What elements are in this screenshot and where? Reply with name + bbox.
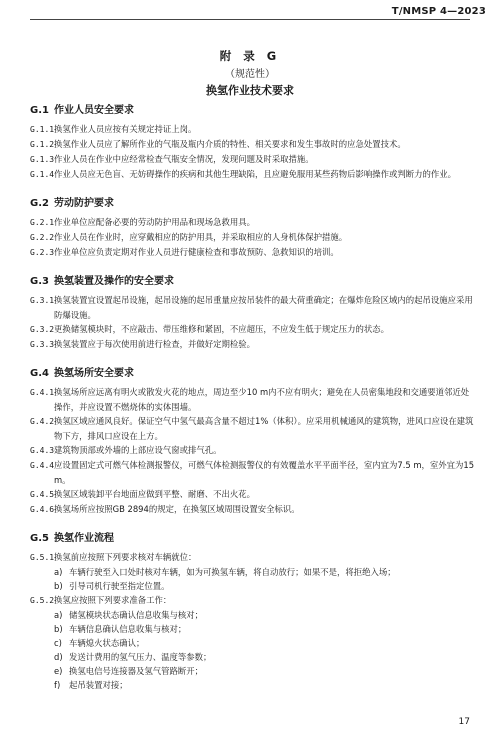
clause bbox=[30, 337, 475, 352]
section-title: 作业人员安全要求 bbox=[54, 105, 134, 116]
clause bbox=[30, 487, 475, 502]
clause-number: G.1.1 bbox=[30, 125, 55, 134]
clause-number: G.3.1 bbox=[30, 296, 55, 305]
clause-text: 更换储氢模块时，不应敲击、带压维修和紧固，不应超压，不应发生低于规定压力的状态。 bbox=[54, 324, 389, 334]
list-item-marker: c) bbox=[54, 638, 62, 648]
clause bbox=[30, 137, 475, 152]
list-item-marker: d) bbox=[54, 652, 63, 662]
clause-number: G.4.5 bbox=[30, 490, 55, 499]
clause-text: 应设置固定式可燃气体检测报警仪，可燃气体检测报警仪的有效覆盖水平平面半径，室内宜为7.5 m，室外宜为15 m。 bbox=[54, 460, 475, 485]
clause bbox=[30, 293, 475, 322]
clause-number: G.1.2 bbox=[30, 140, 55, 149]
clause-text: 作业单位应负责定期对作业人员进行健康检查和事故预防、急救知识的培训。 bbox=[54, 247, 339, 257]
section-title: 换氢作业流程 bbox=[54, 533, 114, 544]
section-number: G.1 bbox=[30, 105, 49, 116]
appendix-heading bbox=[0, 49, 500, 98]
list-item-text: 车辆信息确认信息收集与核对； bbox=[69, 624, 187, 634]
list-item bbox=[30, 565, 475, 579]
list-item-text: 换氢电信号连接器及氢气管路断开； bbox=[69, 666, 203, 676]
list-item bbox=[30, 608, 475, 622]
list-item-marker: e) bbox=[54, 666, 63, 676]
clause bbox=[30, 152, 475, 167]
clause-number: G.2.3 bbox=[30, 248, 55, 257]
clause-text: 换氢场所应远离有明火或散发火花的地点，周边至少10 m内不应有明火；避免在人员密集地段和交通要道邻近处操作，并应设置不燃烧体的实体围墙。 bbox=[54, 387, 470, 412]
list-item bbox=[30, 650, 475, 664]
clause-text: 换氢场所应按照GB 2894的规定，在换氢区域周围设置安全标识。 bbox=[54, 504, 300, 514]
document-body bbox=[30, 104, 475, 692]
clause-text: 换氢作业人员应了解所作业的气瓶及瓶内介质的特性、相关要求和发生事故时的应急处置技术。 bbox=[54, 139, 406, 149]
list-item-marker: a) bbox=[54, 610, 63, 620]
clause bbox=[30, 322, 475, 337]
clause bbox=[30, 414, 475, 443]
section-title: 劳动防护要求 bbox=[54, 198, 114, 209]
clause-text: 换氢区域装卸平台地面应做到平整、耐磨、不出火花。 bbox=[54, 489, 255, 499]
clause bbox=[30, 215, 475, 230]
clause-number: G.5.2 bbox=[30, 596, 55, 605]
section-number: G.5 bbox=[30, 533, 49, 544]
document-code: T/NMSP 4—2023 bbox=[391, 6, 486, 17]
appendix-type: （规范性） bbox=[225, 69, 275, 80]
clause-number: G.1.3 bbox=[30, 155, 55, 164]
page-number: 17 bbox=[458, 717, 470, 727]
section-title: 换氢装置及操作的安全要求 bbox=[54, 276, 174, 287]
clause-number: G.3.2 bbox=[30, 325, 55, 334]
appendix-title: 附 录 G bbox=[219, 49, 281, 63]
clause-text: 换氢区域应通风良好。保证空气中氢气最高含量不超过1%（体积）。应采用机械通风的建筑物，进风口应设在建筑物下方，排风口应设在上方。 bbox=[54, 416, 474, 441]
clause-text: 换氢应按照下列要求准备工作： bbox=[54, 595, 172, 605]
clause-number: G.4.3 bbox=[30, 446, 55, 455]
section-heading bbox=[30, 104, 475, 118]
clause bbox=[30, 458, 475, 487]
clause bbox=[30, 230, 475, 245]
list-item bbox=[30, 678, 475, 692]
clause bbox=[30, 593, 475, 608]
section-number: G.2 bbox=[30, 198, 49, 209]
list-item-marker: b) bbox=[54, 581, 63, 591]
clause-text: 换氢作业人员应按有关规定持证上岗。 bbox=[54, 124, 197, 134]
appendix-name: 换氢作业技术要求 bbox=[206, 84, 294, 97]
clause-text: 换氢装置宜设置起吊设施，起吊设施的起吊重量应按吊装件的最大荷重确定；在爆炸危险区域内的起吊设施应采用防爆设施。 bbox=[54, 295, 473, 320]
clause bbox=[30, 443, 475, 458]
clause-text: 作业单位应配备必要的劳动防护用品和现场急救用具。 bbox=[54, 217, 255, 227]
clause bbox=[30, 502, 475, 517]
clause-text: 建筑物顶部或外墙的上部应设气窗或排气孔。 bbox=[54, 445, 222, 455]
list-item-text: 车辆熄火状态确认； bbox=[69, 638, 145, 648]
clause-number: G.4.2 bbox=[30, 417, 55, 426]
list-item bbox=[30, 579, 475, 593]
section-heading bbox=[30, 197, 475, 211]
clause-text: 换氢前应按照下列要求核对车辆就位： bbox=[54, 552, 197, 562]
list-item-text: 储氢模块状态确认信息收集与核对； bbox=[69, 610, 203, 620]
list-item-text: 车辆行驶至入口处时核对车辆，如为可换氢车辆，将自动放行；如果不是，将拒绝入场； bbox=[69, 567, 396, 577]
header-rule bbox=[30, 19, 470, 20]
section-heading bbox=[30, 532, 475, 546]
clause-number: G.3.3 bbox=[30, 340, 55, 349]
list-item-text: 引导司机行驶至指定位置。 bbox=[69, 581, 170, 591]
list-item bbox=[30, 622, 475, 636]
clause-text: 作业人员在作业时，应穿戴相应的防护用具，并采取相应的人身机体保护措施。 bbox=[54, 232, 348, 242]
clause-number: G.4.6 bbox=[30, 505, 55, 514]
list-item-text: 发送计费用的氢气压力、温度等参数； bbox=[69, 652, 212, 662]
clause-number: G.2.2 bbox=[30, 233, 55, 242]
section-number: G.4 bbox=[30, 368, 49, 379]
clause-number: G.4.4 bbox=[30, 461, 55, 470]
clause bbox=[30, 550, 475, 565]
clause-number: G.1.4 bbox=[30, 170, 55, 179]
list-item-marker: f) bbox=[54, 680, 61, 690]
clause-number: G.4.1 bbox=[30, 388, 55, 397]
list-item bbox=[30, 636, 475, 650]
list-item-marker: b) bbox=[54, 624, 63, 634]
clause-text: 作业人员应无色盲、无妨碍操作的疾病和其他生理缺陷，且应避免服用某些药物后影响操作或判断力的作业。 bbox=[54, 169, 456, 179]
section-heading bbox=[30, 275, 475, 289]
section-number: G.3 bbox=[30, 276, 49, 287]
clause-text: 换氢装置应于每次使用前进行检查，并做好定期检验。 bbox=[54, 339, 255, 349]
list-item-text: 起吊装置对接； bbox=[69, 680, 128, 690]
clause bbox=[30, 385, 475, 414]
clause bbox=[30, 245, 475, 260]
clause bbox=[30, 122, 475, 137]
list-item bbox=[30, 664, 475, 678]
clause-text: 作业人员在作业中应经常检查气瓶安全情况，发现问题及时采取措施。 bbox=[54, 154, 314, 164]
clause-number: G.2.1 bbox=[30, 218, 55, 227]
clause-number: G.5.1 bbox=[30, 553, 55, 562]
list-item-marker: a) bbox=[54, 567, 63, 577]
clause bbox=[30, 167, 475, 182]
section-heading bbox=[30, 367, 475, 381]
section-title: 换氢场所安全要求 bbox=[54, 368, 134, 379]
